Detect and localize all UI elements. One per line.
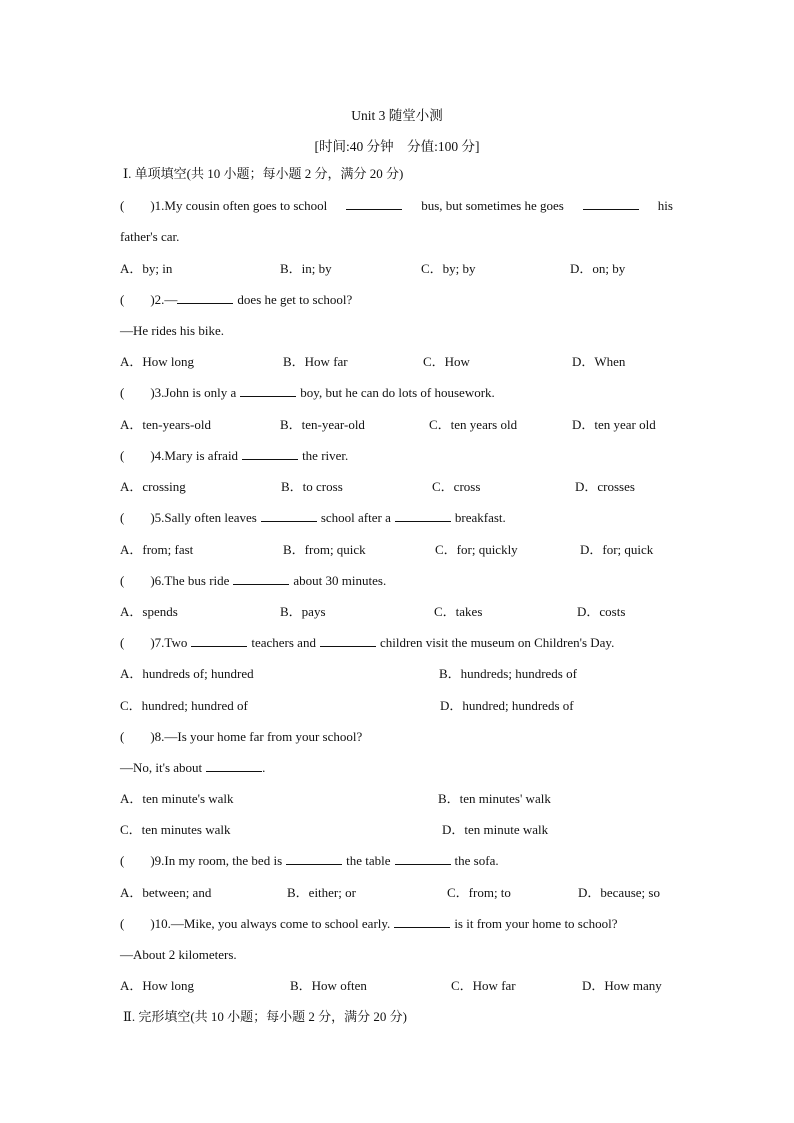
question-9-stem [120, 853, 499, 869]
answer-blank [240, 385, 296, 397]
page-title: Unit 3 随堂小测 [351, 108, 443, 123]
option-c: C．for; quickly [435, 542, 518, 557]
question-text: breakfast. [454, 510, 506, 525]
answer-blank [233, 573, 289, 585]
option-c: C．cross [432, 479, 481, 494]
question-7-stem [120, 635, 614, 651]
question-1-stem-cont: father's car. [120, 229, 180, 244]
option-a: A．ten-years-old [120, 417, 211, 432]
answer-blank [177, 292, 233, 304]
option-b: B．ten-year-old [280, 417, 365, 432]
question-text: the sofa. [454, 853, 499, 868]
question-5-stem [120, 510, 506, 526]
answer-blank [261, 510, 317, 522]
answer-blank [286, 853, 342, 865]
option-a: A．by; in [120, 261, 173, 276]
section-1-heading: Ⅰ. 单项填空(共 10 小题；每小题 2 分，满分 20 分) [123, 166, 404, 181]
question-text: children visit the museum on Children's Day. [379, 635, 615, 650]
option-b: B．pays [280, 604, 326, 619]
question-text: does he get to school? [237, 292, 353, 307]
answer-blank [395, 510, 451, 522]
option-a: A．from; fast [120, 542, 194, 557]
option-c: C．How [423, 354, 470, 369]
question-text: In my room, the bed is [164, 853, 283, 868]
answer-blank [394, 916, 450, 928]
option-b: B．hundreds; hundreds of [439, 666, 577, 681]
question-10-reply: —About 2 kilometers. [120, 947, 237, 962]
option-c: C．takes [434, 604, 483, 619]
option-a: A．How long [120, 354, 195, 369]
option-d: D．ten year old [572, 417, 656, 432]
option-c: C．How far [451, 978, 516, 993]
answer-blank [346, 198, 402, 210]
question-3-stem [120, 385, 495, 401]
question-text: My cousin often goes to school [164, 198, 328, 213]
question-text: the table [346, 853, 391, 868]
question-text: his [657, 198, 673, 213]
option-a: A．spends [120, 604, 178, 619]
question-text: ( )3. [120, 385, 165, 400]
option-b: B．ten minutes' walk [438, 791, 551, 806]
question-text: —No, it's about [120, 760, 203, 775]
option-a: A．between; and [120, 885, 212, 900]
option-b: B．How often [290, 978, 367, 993]
question-text: John is only a [164, 385, 237, 400]
answer-blank [242, 448, 298, 460]
option-d: D．costs [577, 604, 626, 619]
question-text: ( )6. [120, 573, 165, 588]
question-text: —Mike, you always come to school early. [170, 916, 391, 931]
time-score-info: [时间:40 分钟 分值:100 分] [314, 139, 480, 154]
question-2-reply: —He rides his bike. [120, 323, 224, 338]
option-a: A．hundreds of; hundred [120, 666, 254, 681]
option-a: A．crossing [120, 479, 186, 494]
question-text: boy, but he can do lots of housework. [300, 385, 495, 400]
question-text: is it from your home to school? [454, 916, 618, 931]
question-4-stem [120, 448, 348, 464]
option-c: C．ten years old [429, 417, 518, 432]
answer-blank [206, 760, 262, 772]
question-text: Mary is afraid [164, 448, 239, 463]
option-d: D．How many [582, 978, 662, 993]
question-text: ( )4. [120, 448, 165, 463]
question-text: Sally often leaves [164, 510, 257, 525]
option-b: B．to cross [281, 479, 343, 494]
option-d: D．hundred; hundreds of [440, 698, 574, 713]
option-d: D．When [572, 354, 626, 369]
option-d: D．crosses [575, 479, 635, 494]
question-text: ( )2. [120, 292, 165, 307]
question-10-stem [120, 916, 618, 932]
question-text: school after a [320, 510, 391, 525]
question-1-stem [120, 198, 673, 214]
option-a: A．ten minute's walk [120, 791, 234, 806]
option-c: C．by; by [421, 261, 476, 276]
option-d: D．ten minute walk [442, 822, 549, 837]
answer-blank [320, 635, 376, 647]
question-text: ( )7. [120, 635, 165, 650]
question-6-stem [120, 573, 386, 589]
question-text: ( )5. [120, 510, 165, 525]
question-text: —Is your home far from your school? [164, 729, 363, 744]
option-b: B．from; quick [283, 542, 366, 557]
question-text: the river. [302, 448, 349, 463]
question-text: The bus ride [164, 573, 230, 588]
question-8-reply [120, 760, 265, 776]
question-text: ( )10. [120, 916, 171, 931]
question-text: ( )8. [120, 729, 165, 744]
answer-blank [583, 198, 639, 210]
question-8-stem [120, 729, 362, 745]
question-text: about 30 minutes. [293, 573, 387, 588]
option-c: C．hundred; hundred of [120, 698, 248, 713]
option-b: B．in; by [280, 261, 332, 276]
option-a: A．How long [120, 978, 195, 993]
question-text: ( )9. [120, 853, 165, 868]
question-text: bus, but sometimes he goes [421, 198, 564, 213]
option-d: D．because; so [578, 885, 660, 900]
question-2-stem [120, 292, 352, 308]
option-b: B．How far [283, 354, 348, 369]
section-2-heading: Ⅱ. 完形填空(共 10 小题；每小题 2 分，满分 20 分) [123, 1009, 407, 1024]
question-number: ( )1. [120, 198, 165, 213]
question-text: . [262, 760, 266, 775]
question-text: teachers and [251, 635, 316, 650]
option-d: D．for; quick [580, 542, 654, 557]
option-c: C．from; to [447, 885, 511, 900]
question-text: Two [164, 635, 188, 650]
answer-blank [191, 635, 247, 647]
option-b: B．either; or [287, 885, 356, 900]
option-d: D．on; by [570, 261, 626, 276]
option-c: C．ten minutes walk [120, 822, 231, 837]
answer-blank [395, 853, 451, 865]
question-text: — [164, 292, 178, 307]
